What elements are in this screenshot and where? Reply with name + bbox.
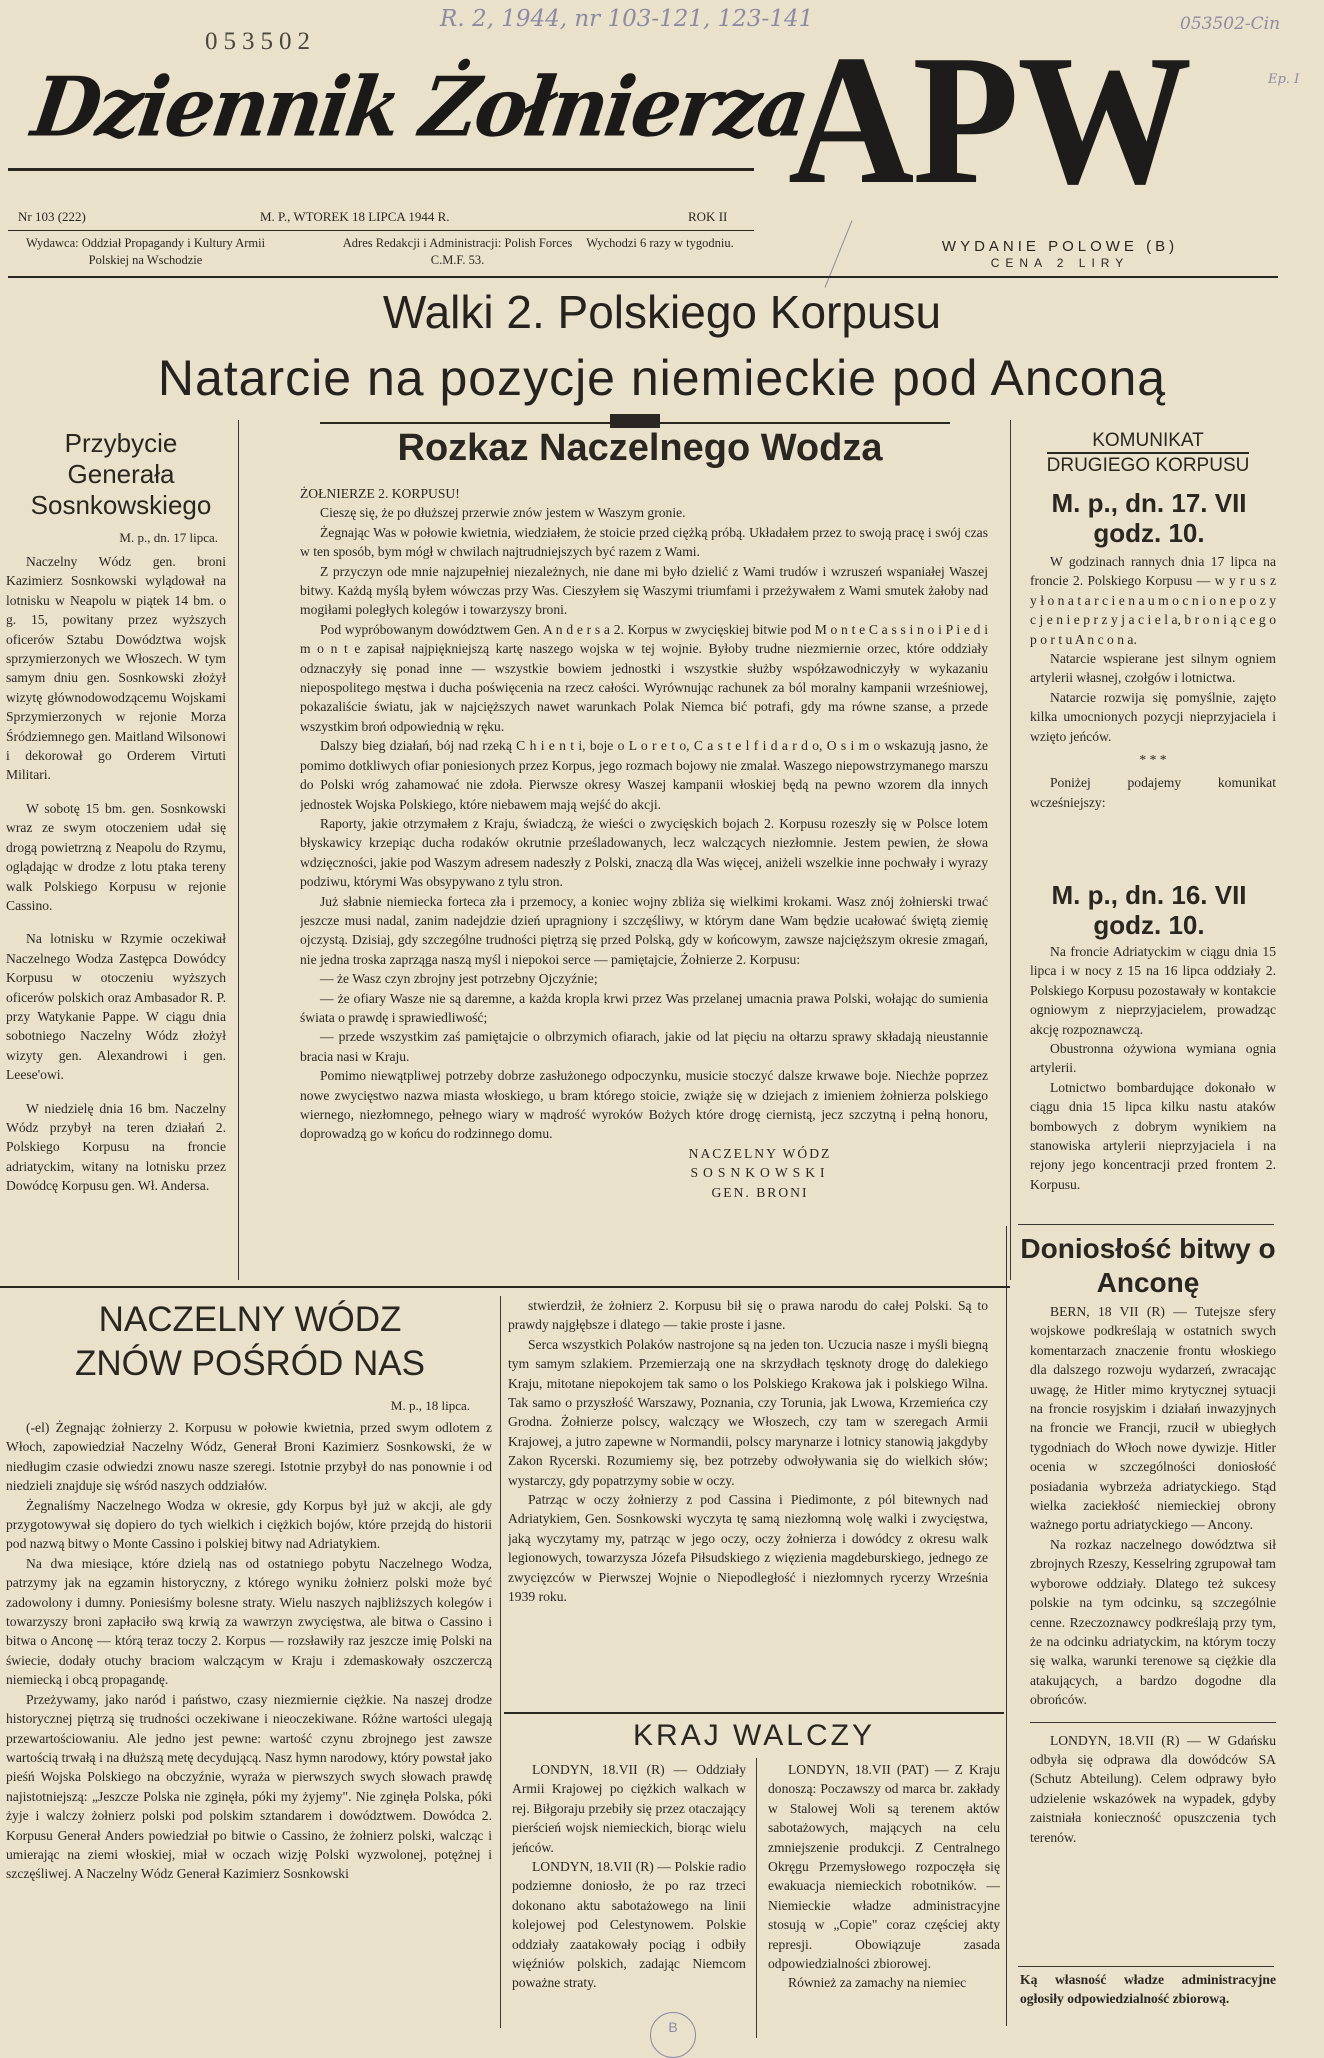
archive-serial-stamp: 053502 xyxy=(205,28,316,55)
commander-title xyxy=(20,1298,480,1386)
communique-paragraph: Obustronna ożywiona wymiana ognia artylerii. xyxy=(1030,1041,1276,1076)
arrival-paragraph: Naczelny Wódz gen. broni Kazimierz Sosnkowski wylądował na lotnisku w Neapolu w piątek 14 bm. o g. 15, powitany przez wyższych oficerów Sztabu Dowództwa wojsk sprzymierzonych we Włoszech. W tym samym dniu gen. Sosnkowski złożył wizytę głównodowodzącemu Wojskami Sprzymierzonych w rejonie Morza Śródziemnego gen. Maitland Wilsonowi i dekorował go Orderem Virtuti Militari. xyxy=(6,554,226,783)
gdansk-report: LONDYN, 18.VII (R) — W Gdańsku odbyła się odprawa dla dowódców SA (Schutz Abteilung). Celem odprawy było udzielenie wskazówek na wypadek, gdyby zaistniała konieczność opuszczenia tych terenów. xyxy=(1030,1732,1276,1845)
battle-paragraph: Na rozkaz naczelnego dowództwa sił zbrojnych Rzeszy, Kesselring zgrupował tam wyborowe oddziały. Dlatego też sukcesy polskie na tym odcinku, są szczególnie cenne. Rzeczoznawcy podkreślają przy tym, że na odcinku adriatyckim, na którym toczy się walka, warunki terenowe są ciężkie dla atakujących, a bardzo dogodne dla obrońców. xyxy=(1030,1536,1276,1708)
signature-line: NACZELNY WÓDZ xyxy=(688,1145,832,1161)
arrival-paragraph: W niedzielę dnia 16 bm. Naczelny Wódz przybył na teren działań 2. Polskiego Korpusu na froncie adriatyckim, witany na lotnisku przez Dowódcę Korpusu gen. Wł. Andersa. xyxy=(6,1100,226,1194)
archive-pencil-note: R. 2, 1944, nr 103-121, 123-141 xyxy=(440,6,814,32)
commander-paragraph: Przeżywamy, jako naród i państwo, czasy niezmiernie ciężkie. Na naszej drodze historycznej piętrzą się trudności oczekiwane i nieoczekiwane. Różne wartości ulegają przewartościowaniu. Ale jedno jest pewne: wartość czynu zbrojnego jest zawsze wartością trwałą i na dłuższą metę decydującą. Nasz hymn narodowy, który powstał jako pieśń Wojska Polskiego na obczyźnie, wyraża w pierwszych swych słowach prawdę najistotniejszą: „Jeszcze Polska nie zginęła, póki my żyjemy". Nie zginęła Polska, póki żyje i walczy żołnierz polski pod polskim sztandarem i dowództwem. Dowódca 2. Korpusu Generał Anders powiedział po bitwie o Cassino, że żołnierz polski, walcząc i umierając na ziemi włoskiej, miał w oczach wizję Polski wyzwolonej, potężnej i szczęśliwej. A Naczelny Wódz Generał Kazimierz Sosnkowski xyxy=(6,1691,492,1882)
price-label: CENA 2 LIRY xyxy=(990,256,1130,270)
footnote-text: Ką własność władze administracyjne ogłosiły odpowiedzialność zbiorową. xyxy=(1020,1972,1276,2007)
communique-title-line: KOMUNIKAT xyxy=(1092,430,1204,451)
commander-dateline: M. p., 18 lipca. xyxy=(390,1398,470,1413)
country-report: LONDYN, 18.VII (R) — Polskie radio podziemne doniosło, że po raz trzeci dokonano aktu sabotażowego na linii kolejowej pod Celestynowem. Polskie oddziały zaatakowały pociąg i odbiły więźniów polskich, zadając Niemcom poważne straty. xyxy=(512,1859,746,1991)
signature-line: SOSNKOWSKI xyxy=(690,1165,830,1181)
order-salutation: ŻOŁNIERZE 2. KORPUSU! xyxy=(300,486,460,501)
commander-paragraph: Serca wszystkich Polaków nastrojone są na jeden ton. Uczucia nasze i myśli biegną tym samym szlakiem. Przemierzają one na skrzydłach tęsknoty drogę do dalekiego Kraju, mitotane niepokojem tak samo o los Polskiego Krakowa jak i polskiego Wilna. Tak samo o przyszłość Warszawy, Poznania, czy Torunia, jak Lwowa, Krzemieńca czy Grodna. Żołnierze polscy, walczący we Włoszech, czy tam w szeregach Armii Krajowej, a jutro zapewne w Normandii, polscy marynarze i lotnicy stanowią jakgdyby Zakon Rycerski. Rozumiemy się, bez potrzeby odwoływania się do wielkich słów; wystarczy, gdy popatrzymy sobie w oczy. xyxy=(508,1336,988,1488)
country-fights-col-2 xyxy=(768,1760,1000,2040)
battle-text xyxy=(1030,1302,1276,1922)
commander-title-line: NACZELNY WÓDZ xyxy=(98,1300,402,1339)
commander-paragraph: Na dwa miesiące, które dzielą nas od ostatniego pobytu Naczelnego Wodza, patrzymy jak na egzamin historyczny, z którego wyniku żołnierz polski może być zadowolony i dumny. Poniesiśmy bolesne straty. Wielu naszych najbliższych kolegów i towarzyszy broni zapłaciło swą krwią za wawrzyn zwycięstwa, ale bitwa o Cassino i bitwa o Anconę — którą teraz toczy 2. Korpus — rozsławiły raz jeszcze imię Polski na świecie, dodały otuchy braciom walczącym w Kraju i zdemaskowały oszczerczą niemiecką i obcą propagandę. xyxy=(6,1555,492,1688)
editorial-address: Adres Redakcji i Administracji: Polish Forces C.M.F. 53. xyxy=(342,236,573,267)
commander-paragraph: stwierdził, że żołnierz 2. Korpusu bił się o prawa narodu do całej Polski. Są to prawdy najgłębsze i dlatego — takie proste i jasne. xyxy=(508,1298,988,1333)
order-paragraph: Już słabnie niemiecka forteca zła i przemocy, a koniec wojny zbliża się wielkimi krokami. Wasz znój żołnierski trwać jeszcze musi nadal, zanim nadejdzie dzień upragniony i szczęśliwy, w którym dane Wam będzie ucałować świętą ziemię ojczystą. Dzisiaj, gdy szczególne trudności piętrzą się przed Polską, gdy w końcowym, zawsze najcięższym okresie zmagań, nie jedna troska zaprząga naszą myśl i niepokoi serce — pamiętajcie, Żołnierze 2. Korpusu: xyxy=(300,893,988,967)
order-bullet: — przede wszystkim zaś pamiętajcie o olbrzymich ofiarach, jakie od lat pięciu na ołtarzu sprawy składają nieustannie bracia nasi w Kraju. xyxy=(300,1029,988,1064)
communique-title xyxy=(1018,430,1278,477)
edition-label: WYDANIE POLOWE (B) xyxy=(941,238,1179,255)
order-paragraph: Cieszę się, że po dłuższej przerwie znów jestem w Waszym gronie. xyxy=(320,505,686,521)
communique-intro: Poniżej podajemy komunikat wcześniejszy: xyxy=(1030,775,1276,810)
issue-number: Nr 103 (222) xyxy=(18,209,86,224)
archive-pencil-edition: Ep. I xyxy=(1268,72,1300,87)
library-stamp xyxy=(650,2012,696,2058)
communique-date: M. p., dn. 17. VII xyxy=(1051,488,1247,518)
communique-time: godz. 10. xyxy=(1093,910,1205,940)
issue-year: ROK II xyxy=(688,209,728,224)
masthead-logo: APW xyxy=(788,17,1191,223)
communique-date: M. p., dn. 16. VII xyxy=(1051,880,1247,910)
section-stars: * * * xyxy=(1139,752,1167,768)
order-bullet: — że Wasz czyn zbrojny jest potrzebny Ojczyźnie; xyxy=(320,971,598,987)
library-stamp-letter: B xyxy=(668,2019,678,2035)
communique-date-1 xyxy=(1018,488,1280,548)
country-fights-title: KRAJ WALCZY xyxy=(633,1719,875,1752)
headline-main: Walki 2. Polskiego Korpusu xyxy=(382,286,942,338)
signature-line: GEN. BRONI xyxy=(711,1184,809,1200)
communique-text-2 xyxy=(1030,942,1276,1232)
headline-sub: Natarcie na pozycje niemieckie pod Anconą xyxy=(157,350,1167,406)
battle-paragraph: BERN, 18 VII (R) — Tutejsze sfery wojskowe podkreślają w ostatnich swych komentarzach znaczenie frontu włoskiego dla dalszego rozwoju wydarzeń, zwracając uwagę, że Hitler mimo krytycznej sytuacji na froncie rosyjskim i działań inwazyjnych na froncie we Francji, rzucił w ubiegłych tygodniach do Włoch nowe dywizje. Hitler ocenia w szczególności doniosłość posiadania wybrzeża adriatyckiego. Stąd wielka zaciekłość niemieckiej obrony ważnego portu adriatyckiego — Ancony. xyxy=(1030,1304,1276,1533)
communique-paragraph: Natarcie wspierane jest silnym ogniem artylerii własnej, czołgów i lotnictwa. xyxy=(1030,651,1276,686)
publication-frequency: Wychodzi 6 razy w tygodniu. xyxy=(586,236,734,250)
commander-paragraph: (-el) Żegnając żołnierzy 2. Korpusu w połowie kwietnia, przed swym odlotem z Włoch, zapowiedział Naczelny Wódz, Generał Broni Kazimierz Sosnkowski, że w niedługim czasie odwiedzi znowu nasze szeregi. Istotnie przybył do nas ponownie i od niedzieli znajduje się wśród naszych oddziałów. xyxy=(6,1420,492,1494)
arrival-paragraph: Na lotnisku w Rzymie oczekiwał Naczelnego Wodza Zastępca Dowódcy Korpusu w otoczeniu wyższych oficerów polskich oraz Ambasador R. P. przy Watykanie Pappe. W ciągu dnia sobotniego Naczelny Wódz złożył wizyty gen. Alexandrowi i gen. Leese'owi. xyxy=(6,931,226,1083)
commander-title-line: ZNÓW POŚRÓD NAS xyxy=(74,1344,426,1383)
order-paragraph: Pod wypróbowanym dowództwem Gen. A n d e r s a 2. Korpus w zwycięskiej bitwie pod M o n t e C a s s i n o i P i e d i m o n t e zapisał najpiękniejszą kartę naszego wojska w tej wojnie. Byłoby trudne niezmiernie orzec, które oddziały odznaczyły się ponad inne — wszystkie bowiem jednostki i wszystkie służby współzawodniczyły w wykazaniu niepospolitego męstwa i ducha poświęcenia na rzecz całości. Wyrównując rachunek za ból moralny kampanii wrześniowej, pokazaliście światu, jak w najcięższych nawet warunkach Polak Niemca bić potrafi, gdy ma równe szanse, a przede wszystkim broń odpowiednią w ręku. xyxy=(300,621,988,734)
order-title: Rozkaz Naczelnego Wodza xyxy=(397,427,883,469)
commander-paragraph: Patrząc w oczy żołnierzy z pod Cassina i Piedimonte, z pól bitewnych nad Adriatykiem, Gen. Sosnkowski wyczyta tę samą niezłomną wolę walki i zwycięstwa, jaką wyczytamy my, patrząc w jego oczy, oczy żołnierza i dowódcy z okresu walk legionowych, towarzysza Józefa Piłsudskiego z więzienia magdeburskiego, jednego ze zwycięzców w Pierwszej Wojnie o Niepodległość i niezłomnych rycerzy Września 1939 roku. xyxy=(508,1492,988,1605)
order-paragraph: Dalszy bieg działań, bój nad rzeką C h i e n t i, boje o L o r e t o, C a s t e l f i d a r d o, O s i m o wskazują jasno, że pomimo dotkliwych ofiar poniesionych przez Korpus, jego rozmach bojowy nie zmalał. Waszego niepowstrzymanego marszu do Polski wróg zahamować nie zdoła. Pierwsze okresy Waszej kampanii włoskiej będą na pewno wzorem dla innych jednostek Wojska Polskiego, które niebawem mają wejść do akcji. xyxy=(300,738,988,812)
communique-time: godz. 10. xyxy=(1093,518,1205,548)
communique-paragraph: W godzinach rannych dnia 17 lipca na froncie 2. Polskiego Korpusu — w y r u s z y ł o n a t a r c i e n a u m o c n i o n e p o z y c j e n i e p r z y j a c i e l a, b r o n i ą c e g o p o r t u A n c o n a. xyxy=(1030,554,1276,647)
order-text xyxy=(300,484,988,1304)
order-paragraph: Żegnając Was w połowie kwietnia, wiedziałem, że stoicie przed ciężką próbą. Układałem przez to swoją pracę i swój czas w ten sposób, bym mógł w chwilach najtrudniejszych być razem z Wami. xyxy=(300,524,988,560)
order-paragraph: Pomimo niewątpliwej potrzeby dobrze zasłużonego odpoczynku, musicie stoczyć dalsze krwawe boje. Niechże poprzez nowe zwycięstwo nazwa miasta włoskiego, u bram którego stoicie, zwiąże się w dziejach z imieniem żołnierza polskiego wiernego, niezłomnego, pełnego wiary w mądrość wyroków Bożych które drogę ciernistą, jecz szczytną i pełną honoru, doprowadzą go w końcu do rodzinnego domu. xyxy=(300,1068,988,1142)
masthead-title: Dziennik Żołnierza xyxy=(26,60,813,156)
order-paragraph: Z przyczyn ode mnie najzupełniej niezależnych, nie dane mi było dzielić z Wami trudów i wzruszeń wspaniałej Waszej bitwy. Każdą myślą byłem wówczas przy Was. Cieszyłem się Waszymi triumfami i przeżywałem z Wami smutek żałoby nad mogiłami poległych kolegów i towarzyszy broni. xyxy=(300,563,988,618)
commander-text-right xyxy=(508,1296,988,1696)
communique-paragraph: Na froncie Adriatyckim w ciągu dnia 15 lipca i w nocy z 15 na 16 lipca oddziały 2. Polskiego Korpusu pozostawały w kontakcie ogniowym z nieprzyjacielem, prowadząc akcję rozpoznawczą. xyxy=(1030,944,1276,1037)
communique-date-2 xyxy=(1018,880,1280,940)
commander-paragraph: Żegnaliśmy Naczelnego Wodza w okresie, gdy Korpus był już w akcji, ale gdy przygotowywał się dopiero do tych wielkich i ciężkich bojów, które przejdą do historii pod nazwą bitwy o Monte Cassino i polskiej bitwy nad Adriatykiem. xyxy=(6,1497,492,1552)
arrival-text xyxy=(6,552,226,1272)
publisher-info: Wydawca: Oddział Propagandy i Kultury Armii Polskiej na Wschodzie xyxy=(25,236,266,267)
arrival-paragraph: W sobotę 15 bm. gen. Sosnkowski wraz ze swym otoczeniem udał się drogą powietrzną z Neapolu do Rzymu, oglądając w drodze z lotu ptaka tereny walk Polskiego Korpusu w rejonie Cassino. xyxy=(6,800,226,913)
battle-title: Doniosłość bitwy o Anconę xyxy=(1020,1233,1276,1298)
country-report: LONDYN, 18.VII (PAT) — Z Kraju donoszą: Poczawszy od marca br. zakłady w Stalowej Woli są terenem aktów sabotażowych, mających na celu zmniejszenie produkcji. Z Centralnego Okręgu Przemysłowego rozpoczęła się ewakuacja niemieckich robotników. — Niemieckie władze administracyjne stosują w „Copie" coraz częściej akty represji. Obowiązuje zasada odpowiedzialności zbiorowej. xyxy=(768,1762,1000,1972)
communique-title-line: DRUGIEGO KORPUSU xyxy=(1047,452,1250,477)
country-report: Również za zamachy na niemiec xyxy=(788,1975,967,1991)
order-bullet: — że ofiary Wasze nie są daremne, a każda kropla krwi przez Was przelanej umacnia prawa Polski, wołając do sumienia świata o prawdę i sprawiedliwość; xyxy=(300,990,988,1025)
communique-paragraph: Lotnictwo bombardujące dokonało w ciągu dnia 15 lipca kilku nastu ataków bombowych z dobrym wynikiem na stanowiska artylerii nieprzyjaciela i na rejony jego koncentracji przed frontem 2. Korpusu. xyxy=(1030,1079,1276,1192)
order-signature xyxy=(660,1144,860,1202)
communique-paragraph: Natarcie rozwija się pomyślnie, zajęto kilka umocnionych pozycji nieprzyjaciela i wzięto jeńców. xyxy=(1030,689,1276,744)
arrival-title: Przybycie Generała Sosnkowskiego xyxy=(30,428,212,520)
order-paragraph: Raporty, jakie otrzymałem z Kraju, świadczą, że wieści o zwycięskich bojach 2. Korpusu rozeszły się w Polsce lotem błyskawicy krzepiąc ducha rodaków okrutnie prześladowanych, lecz walczących niezłomnie. Jestem pewien, że słowa wdzięczności, jakie pod Waszym adresem nadeszły z Polski, znaczą dla Was więcej, aniżeli wszelkie inne pochwały i wyrazy podziwu, którymi Was obsypywano z tylu stron. xyxy=(300,815,988,890)
arrival-dateline: M. p., dn. 17 lipca. xyxy=(119,530,218,545)
issue-date: M. P., WTOREK 18 LIPCA 1944 R. xyxy=(260,209,450,224)
country-fights-col-1 xyxy=(512,1760,746,2040)
battle-footnote xyxy=(1020,1970,1276,2009)
commander-text-left xyxy=(6,1418,492,2038)
country-report: LONDYN, 18.VII (R) — Oddziały Armii Krajowej po ciężkich walkach w rej. Biłgoraju przebiły się przez otaczający pierścień wojsk niemieckich, biorąc wielu jeńców. xyxy=(512,1762,746,1855)
archive-pencil-note-right: 053502-Cin xyxy=(1180,14,1281,34)
